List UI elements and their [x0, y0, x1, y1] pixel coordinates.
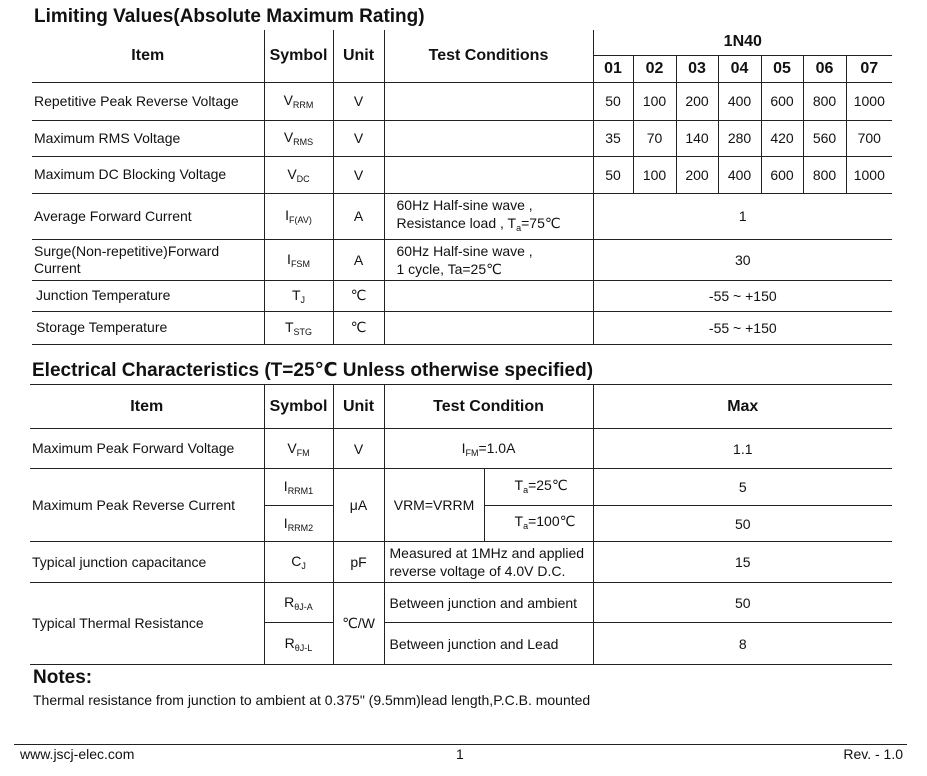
conditions-cell: Measured at 1MHz and applied reverse voltage of 4.0V D.C.	[384, 542, 593, 583]
grade-02: 02	[633, 55, 676, 82]
value-cell: 100	[633, 82, 676, 120]
value-cell: 50	[593, 156, 633, 193]
table-row	[32, 82, 892, 120]
value-cell: 100	[633, 156, 676, 193]
value-cell: 50	[593, 583, 892, 623]
grade-07: 07	[846, 55, 892, 82]
symbol-cell: $R_{\theta J-L}$	[264, 623, 333, 665]
value-cell: 280	[718, 120, 761, 156]
unit-cell: V	[333, 82, 384, 120]
header-item: Item	[32, 30, 264, 82]
conditions-cell: 60Hz Half-sine wave , 1 cycle, Ta=25℃	[384, 239, 593, 280]
grade-05: 05	[761, 55, 803, 82]
footer-page-number: 1	[456, 746, 464, 762]
unit-cell: A	[333, 239, 384, 280]
header-item: Item	[30, 385, 264, 429]
symbol-cell: $I_{RRM1}$	[264, 469, 333, 506]
value-cell: 400	[718, 82, 761, 120]
item-label: Typical junction capacitance	[30, 542, 264, 583]
electrical-characteristics-table	[30, 384, 892, 665]
symbol-cell: $C_J$	[264, 542, 333, 583]
value-cell: 5	[593, 469, 892, 506]
item-label: Maximum RMS Voltage	[32, 120, 264, 156]
value-cell: -55 ~ +150	[593, 280, 892, 311]
symbol-cell: $I_{F(AV)}$	[264, 193, 333, 239]
temperature-cell: $T_a=100℃$	[484, 506, 593, 542]
unit-cell: A	[333, 193, 384, 239]
table-row	[30, 583, 892, 623]
symbol-cell: $V_{RMS}$	[264, 120, 333, 156]
value-cell: 800	[803, 156, 846, 193]
notes-title: Notes:	[33, 667, 93, 688]
item-label: Storage Temperature	[32, 311, 264, 344]
header-part-family: 1N40	[593, 30, 892, 55]
table-row	[30, 542, 892, 583]
item-label: Junction Temperature	[32, 280, 264, 311]
grade-03: 03	[676, 55, 718, 82]
symbol-cell: $I_{RRM2}$	[264, 506, 333, 542]
value-cell: 1000	[846, 82, 892, 120]
value-cell: 600	[761, 156, 803, 193]
header-symbol: Symbol	[264, 385, 333, 429]
symbol-cell: $T_{STG}$	[264, 311, 333, 344]
value-cell: 1.1	[593, 429, 892, 469]
value-cell: 600	[761, 82, 803, 120]
value-cell: 50	[593, 82, 633, 120]
value-cell: 800	[803, 82, 846, 120]
value-cell: 200	[676, 82, 718, 120]
grade-01: 01	[593, 55, 633, 82]
conditions-cell: Between junction and ambient	[384, 583, 593, 623]
item-label: Repetitive Peak Reverse Voltage	[32, 82, 264, 120]
item-label: Typical Thermal Resistance	[30, 583, 264, 665]
value-cell: 30	[593, 239, 892, 280]
table-row	[32, 280, 892, 311]
value-cell: 700	[846, 120, 892, 156]
conditions-cell: $I_{FM}=1.0A$	[384, 429, 593, 469]
footer-website: www.jscj-elec.com	[20, 746, 135, 762]
footer-revision: Rev. - 1.0	[843, 746, 903, 762]
symbol-cell: $V_{RRM}$	[264, 82, 333, 120]
header-unit: Unit	[333, 30, 384, 82]
symbol-cell: $V_{FM}$	[264, 429, 333, 469]
value-cell: 15	[593, 542, 892, 583]
table-row	[32, 193, 892, 239]
value-cell: 140	[676, 120, 718, 156]
item-label: Surge(Non-repetitive)Forward Current	[32, 239, 264, 280]
header-symbol: Symbol	[264, 30, 333, 82]
unit-cell: V	[333, 429, 384, 469]
item-label: Average Forward Current	[32, 193, 264, 239]
table-row	[32, 156, 892, 193]
conditions-cell	[384, 120, 593, 156]
footer-divider	[14, 744, 907, 745]
table-row	[30, 469, 892, 506]
header-test-condition: Test Condition	[384, 385, 593, 429]
notes-text: Thermal resistance from junction to ambient at 0.375" (9.5mm)lead length,P.C.B. mounted	[33, 692, 591, 708]
value-cell: 1000	[846, 156, 892, 193]
symbol-cell: $T_J$	[264, 280, 333, 311]
value-cell: 35	[593, 120, 633, 156]
value-cell: 200	[676, 156, 718, 193]
symbol-cell: $I_{FSM}$	[264, 239, 333, 280]
conditions-cell	[384, 280, 593, 311]
conditions-cell	[384, 156, 593, 193]
symbol-cell: $V_{DC}$	[264, 156, 333, 193]
item-label: Maximum Peak Forward Voltage	[30, 429, 264, 469]
unit-cell: ℃	[333, 311, 384, 344]
unit-cell: μA	[333, 469, 384, 542]
value-cell: 400	[718, 156, 761, 193]
value-cell: -55 ~ +150	[593, 311, 892, 344]
conditions-cell: VRM=VRRM	[384, 469, 484, 542]
conditions-cell: 60Hz Half-sine wave , Resistance load , $T_a=75℃$	[384, 193, 593, 239]
conditions-cell: Between junction and Lead	[384, 623, 593, 665]
header-test-conditions: Test Conditions	[384, 30, 593, 82]
table-row	[32, 311, 892, 344]
item-label: Maximum Peak Reverse Current	[30, 469, 264, 542]
table-row	[32, 120, 892, 156]
table-row	[30, 429, 892, 469]
unit-cell: pF	[333, 542, 384, 583]
grade-06: 06	[803, 55, 846, 82]
value-cell: 560	[803, 120, 846, 156]
item-label: Maximum DC Blocking Voltage	[32, 156, 264, 193]
temperature-cell: $T_a=25℃$	[484, 469, 593, 506]
conditions-cell	[384, 311, 593, 344]
symbol-cell: $R_{\theta J-A}$	[264, 583, 333, 623]
value-cell: 1	[593, 193, 892, 239]
header-unit: Unit	[333, 385, 384, 429]
value-cell: 50	[593, 506, 892, 542]
limiting-values-title: Limiting Values(Absolute Maximum Rating)	[34, 6, 425, 27]
unit-cell: ℃/W	[333, 583, 384, 665]
header-max: Max	[593, 385, 892, 429]
unit-cell: V	[333, 156, 384, 193]
grade-04: 04	[718, 55, 761, 82]
value-cell: 70	[633, 120, 676, 156]
value-cell: 420	[761, 120, 803, 156]
limiting-values-table	[32, 30, 892, 345]
table-row	[32, 239, 892, 280]
value-cell: 8	[593, 623, 892, 665]
unit-cell: ℃	[333, 280, 384, 311]
conditions-cell	[384, 82, 593, 120]
electrical-characteristics-title: Electrical Characteristics (T=25℃ Unless otherwise specified)	[32, 360, 594, 381]
unit-cell: V	[333, 120, 384, 156]
